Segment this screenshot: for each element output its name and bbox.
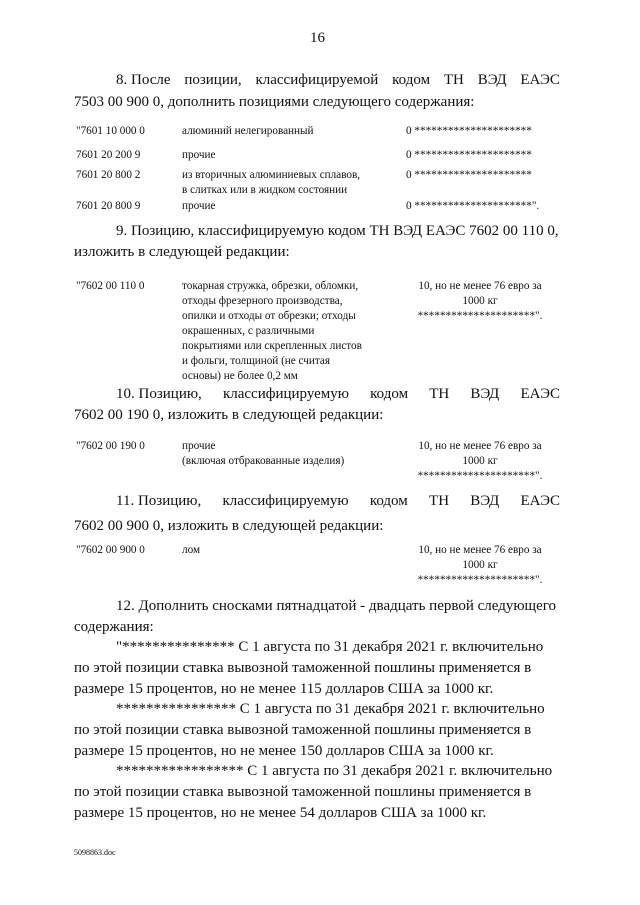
- footnote-line: размере 15 процентов, но не менее 150 долларов США за 1000 кг.: [74, 743, 494, 759]
- table-row-desc-block: [182, 279, 362, 384]
- item10-line1: [116, 384, 560, 404]
- footnote-line: **************** С 1 августа по 31 декабря 2021 г. включительно: [116, 701, 545, 717]
- item11-word: ЕАЭС: [520, 493, 560, 509]
- item10-word: ТН: [429, 386, 450, 402]
- table-row-desc: лом: [182, 544, 201, 556]
- item11-word: классифицируемую: [222, 493, 349, 509]
- item10-word: 10. Позицию,: [116, 386, 202, 402]
- table-row-desc: (включая отбракованные изделия): [182, 455, 345, 467]
- table-row-rate: *********************".: [417, 310, 543, 322]
- table-row-rate-block: [400, 439, 560, 484]
- table-row-rate: 0 *********************: [406, 149, 532, 161]
- table-row-desc: в слитках или в жидком состоянии: [182, 184, 348, 196]
- table-row-rate: 0 *********************: [406, 125, 532, 137]
- table-row-rate: *********************".: [417, 470, 543, 482]
- table-row-desc: прочие: [182, 200, 216, 212]
- item8-word: классифицируемой: [255, 72, 379, 88]
- footnote-line: размере 15 процентов, но не менее 115 долларов США за 1000 кг.: [74, 681, 494, 697]
- table-row-code: 7601 20 800 9: [76, 200, 141, 212]
- table-row-rate: 1000 кг: [462, 295, 498, 307]
- table-row-desc: из вторичных алюминиевых сплавов,: [182, 169, 361, 181]
- table-row-rate: 10, но не менее 76 евро за: [418, 544, 542, 556]
- table-row-code: "7602 00 110 0: [76, 280, 145, 292]
- footnote-line: по этой позиции ставка вывозной таможенной пошлины применяется в: [74, 784, 532, 800]
- item8-word: ТН: [443, 72, 464, 88]
- item12-line1: 12. Дополнить сносками пятнадцатой - двадцать первой следующего: [116, 598, 557, 614]
- table-row-rate: 0 *********************".: [406, 200, 540, 212]
- table-row-rate: *********************".: [417, 574, 543, 586]
- table-row-desc: основы) не более 0,2 мм: [182, 370, 298, 382]
- item10-word: классифицируемую: [222, 386, 349, 402]
- table-row-desc: прочие: [182, 149, 216, 161]
- item9-line1: 9. Позицию, классифицируемую кодом ТН ВЭД ЕАЭС 7602 00 110 0,: [116, 223, 559, 239]
- table-row-desc: прочие: [182, 440, 216, 452]
- item10-word: кодом: [370, 386, 409, 402]
- table-row-desc: алюминий нелегированный: [182, 125, 314, 137]
- table-row-code: "7602 00 900 0: [76, 544, 145, 556]
- table-row-rate-block: [400, 279, 560, 324]
- table-row-desc: покрытиями или скрепленных листов: [182, 340, 362, 352]
- table-row-code: "7602 00 190 0: [76, 440, 145, 452]
- item10-word: ЕАЭС: [520, 386, 560, 402]
- table-row-rate: 10, но не менее 76 евро за: [418, 440, 542, 452]
- item11-line2: 7602 00 900 0, изложить в следующей редакции:: [74, 518, 384, 534]
- table-row-desc: отходы фрезерного производства,: [182, 295, 343, 307]
- item8-word: 8. После: [116, 72, 171, 88]
- table-row-rate-block: [400, 543, 560, 588]
- item11-word: 11. Позицию,: [116, 493, 202, 509]
- table-row-desc: опилки и отходы от обрезки; отходы: [182, 310, 356, 322]
- item10-word: ВЭД: [470, 386, 500, 402]
- item9-line2: изложить в следующей редакции:: [74, 244, 290, 260]
- item8-line1: [116, 70, 560, 90]
- item8-line2: 7503 00 900 0, дополнить позициями следующего содержания:: [74, 94, 475, 110]
- item8-word: позиции,: [184, 72, 242, 88]
- footnote-line: "*************** С 1 августа по 31 декабря 2021 г. включительно: [116, 639, 544, 655]
- footnote-line: по этой позиции ставка вывозной таможенной пошлины применяется в: [74, 722, 532, 738]
- table-row-desc: и фольги, толщиной (не считая: [182, 355, 331, 367]
- table-row-rate: 1000 кг: [462, 455, 498, 467]
- table-row-desc: окрашенных, с различными: [182, 325, 315, 337]
- footer-filename: 5098863.doc: [74, 848, 116, 857]
- footnote-line: размере 15 процентов, но не менее 54 долларов США за 1000 кг.: [74, 805, 487, 821]
- table-row-code: "7601 10 000 0: [76, 125, 145, 137]
- item11-word: кодом: [369, 493, 408, 509]
- item12-line2: содержания:: [74, 619, 154, 635]
- item10-line2: 7602 00 190 0, изложить в следующей редакции:: [74, 407, 384, 423]
- item11-line1: [116, 491, 560, 511]
- item8-word: ВЭД: [477, 72, 507, 88]
- footnote-line: по этой позиции ставка вывозной таможенной пошлины применяется в: [74, 660, 532, 676]
- table-row-rate: 0 *********************: [406, 169, 532, 181]
- table-row-desc-block: [182, 439, 344, 469]
- item8-word: кодом: [392, 72, 431, 88]
- item11-word: ВЭД: [470, 493, 500, 509]
- item8-word: ЕАЭС: [520, 72, 560, 88]
- table-row-desc: токарная стружка, обрезки, обломки,: [182, 280, 359, 292]
- page-number: 16: [310, 30, 325, 46]
- item11-word: ТН: [429, 493, 450, 509]
- table-row-rate: 1000 кг: [462, 559, 498, 571]
- table-row-rate: 10, но не менее 76 евро за: [418, 280, 542, 292]
- table-row-code: 7601 20 800 2: [76, 169, 141, 181]
- table-row-code: 7601 20 200 9: [76, 149, 141, 161]
- footnote-line: ***************** С 1 августа по 31 декабря 2021 г. включительно: [116, 763, 553, 779]
